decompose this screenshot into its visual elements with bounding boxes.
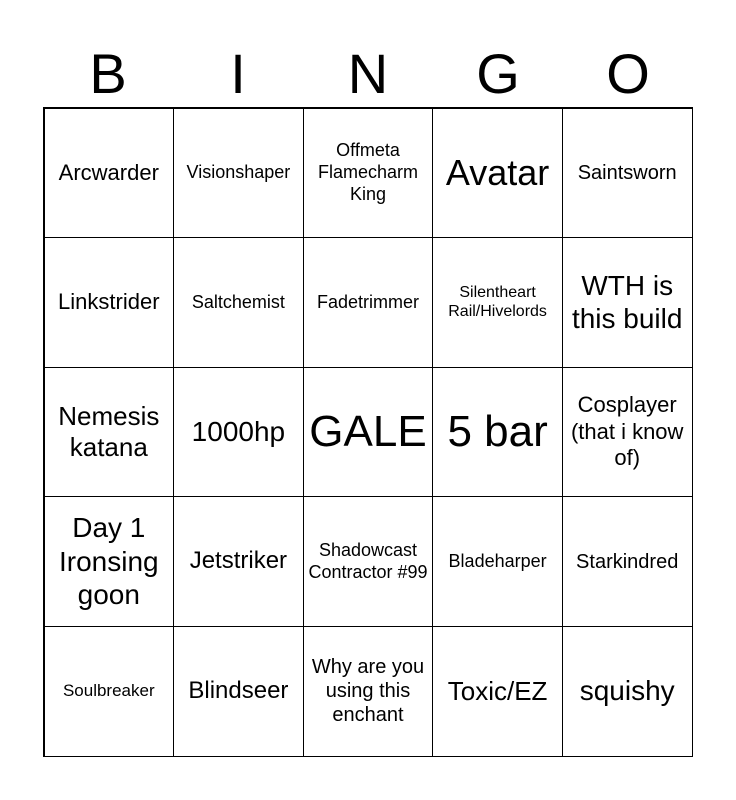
bingo-cell[interactable]: 1000hp: [173, 367, 304, 498]
bingo-cell[interactable]: 5 bar: [432, 367, 563, 498]
header-letter-n: N: [347, 42, 389, 105]
bingo-cell[interactable]: GALE: [303, 367, 434, 498]
bingo-cell[interactable]: Starkindred: [562, 496, 693, 627]
bingo-cell[interactable]: Nemesis katana: [44, 367, 175, 498]
bingo-cell[interactable]: Why are you using this enchant: [303, 626, 434, 757]
bingo-cell[interactable]: Visionshaper: [173, 108, 304, 239]
header-letter-b: B: [89, 42, 127, 105]
bingo-cell[interactable]: Linkstrider: [44, 237, 175, 368]
bingo-cell[interactable]: Bladeharper: [432, 496, 563, 627]
bingo-cell[interactable]: Blindseer: [173, 626, 304, 757]
bingo-cell[interactable]: Avatar: [432, 108, 563, 239]
bingo-cell[interactable]: Fadetrimmer: [303, 237, 434, 368]
bingo-header: [43, 40, 693, 108]
bingo-cell[interactable]: Arcwarder: [44, 108, 175, 239]
bingo-board: [43, 107, 693, 757]
bingo-cell[interactable]: WTH is this build: [562, 237, 693, 368]
bingo-cell[interactable]: Soulbreaker: [44, 626, 175, 757]
bingo-cell[interactable]: squishy: [562, 626, 693, 757]
header-letter-o: O: [606, 42, 650, 105]
bingo-cell[interactable]: Silentheart Rail/Hivelords: [432, 237, 563, 368]
header-letter-i: I: [230, 42, 246, 105]
bingo-cell[interactable]: Saintsworn: [562, 108, 693, 239]
bingo-cell[interactable]: Offmeta Flamecharm King: [303, 108, 434, 239]
bingo-cell[interactable]: Shadowcast Contractor #99: [303, 496, 434, 627]
bingo-cell[interactable]: Cosplayer (that i know of): [562, 367, 693, 498]
bingo-cell[interactable]: Day 1 Ironsing goon: [44, 496, 175, 627]
bingo-cell[interactable]: Jetstriker: [173, 496, 304, 627]
bingo-cell[interactable]: Saltchemist: [173, 237, 304, 368]
header-letter-g: G: [476, 42, 520, 105]
bingo-cell[interactable]: Toxic/EZ: [432, 626, 563, 757]
